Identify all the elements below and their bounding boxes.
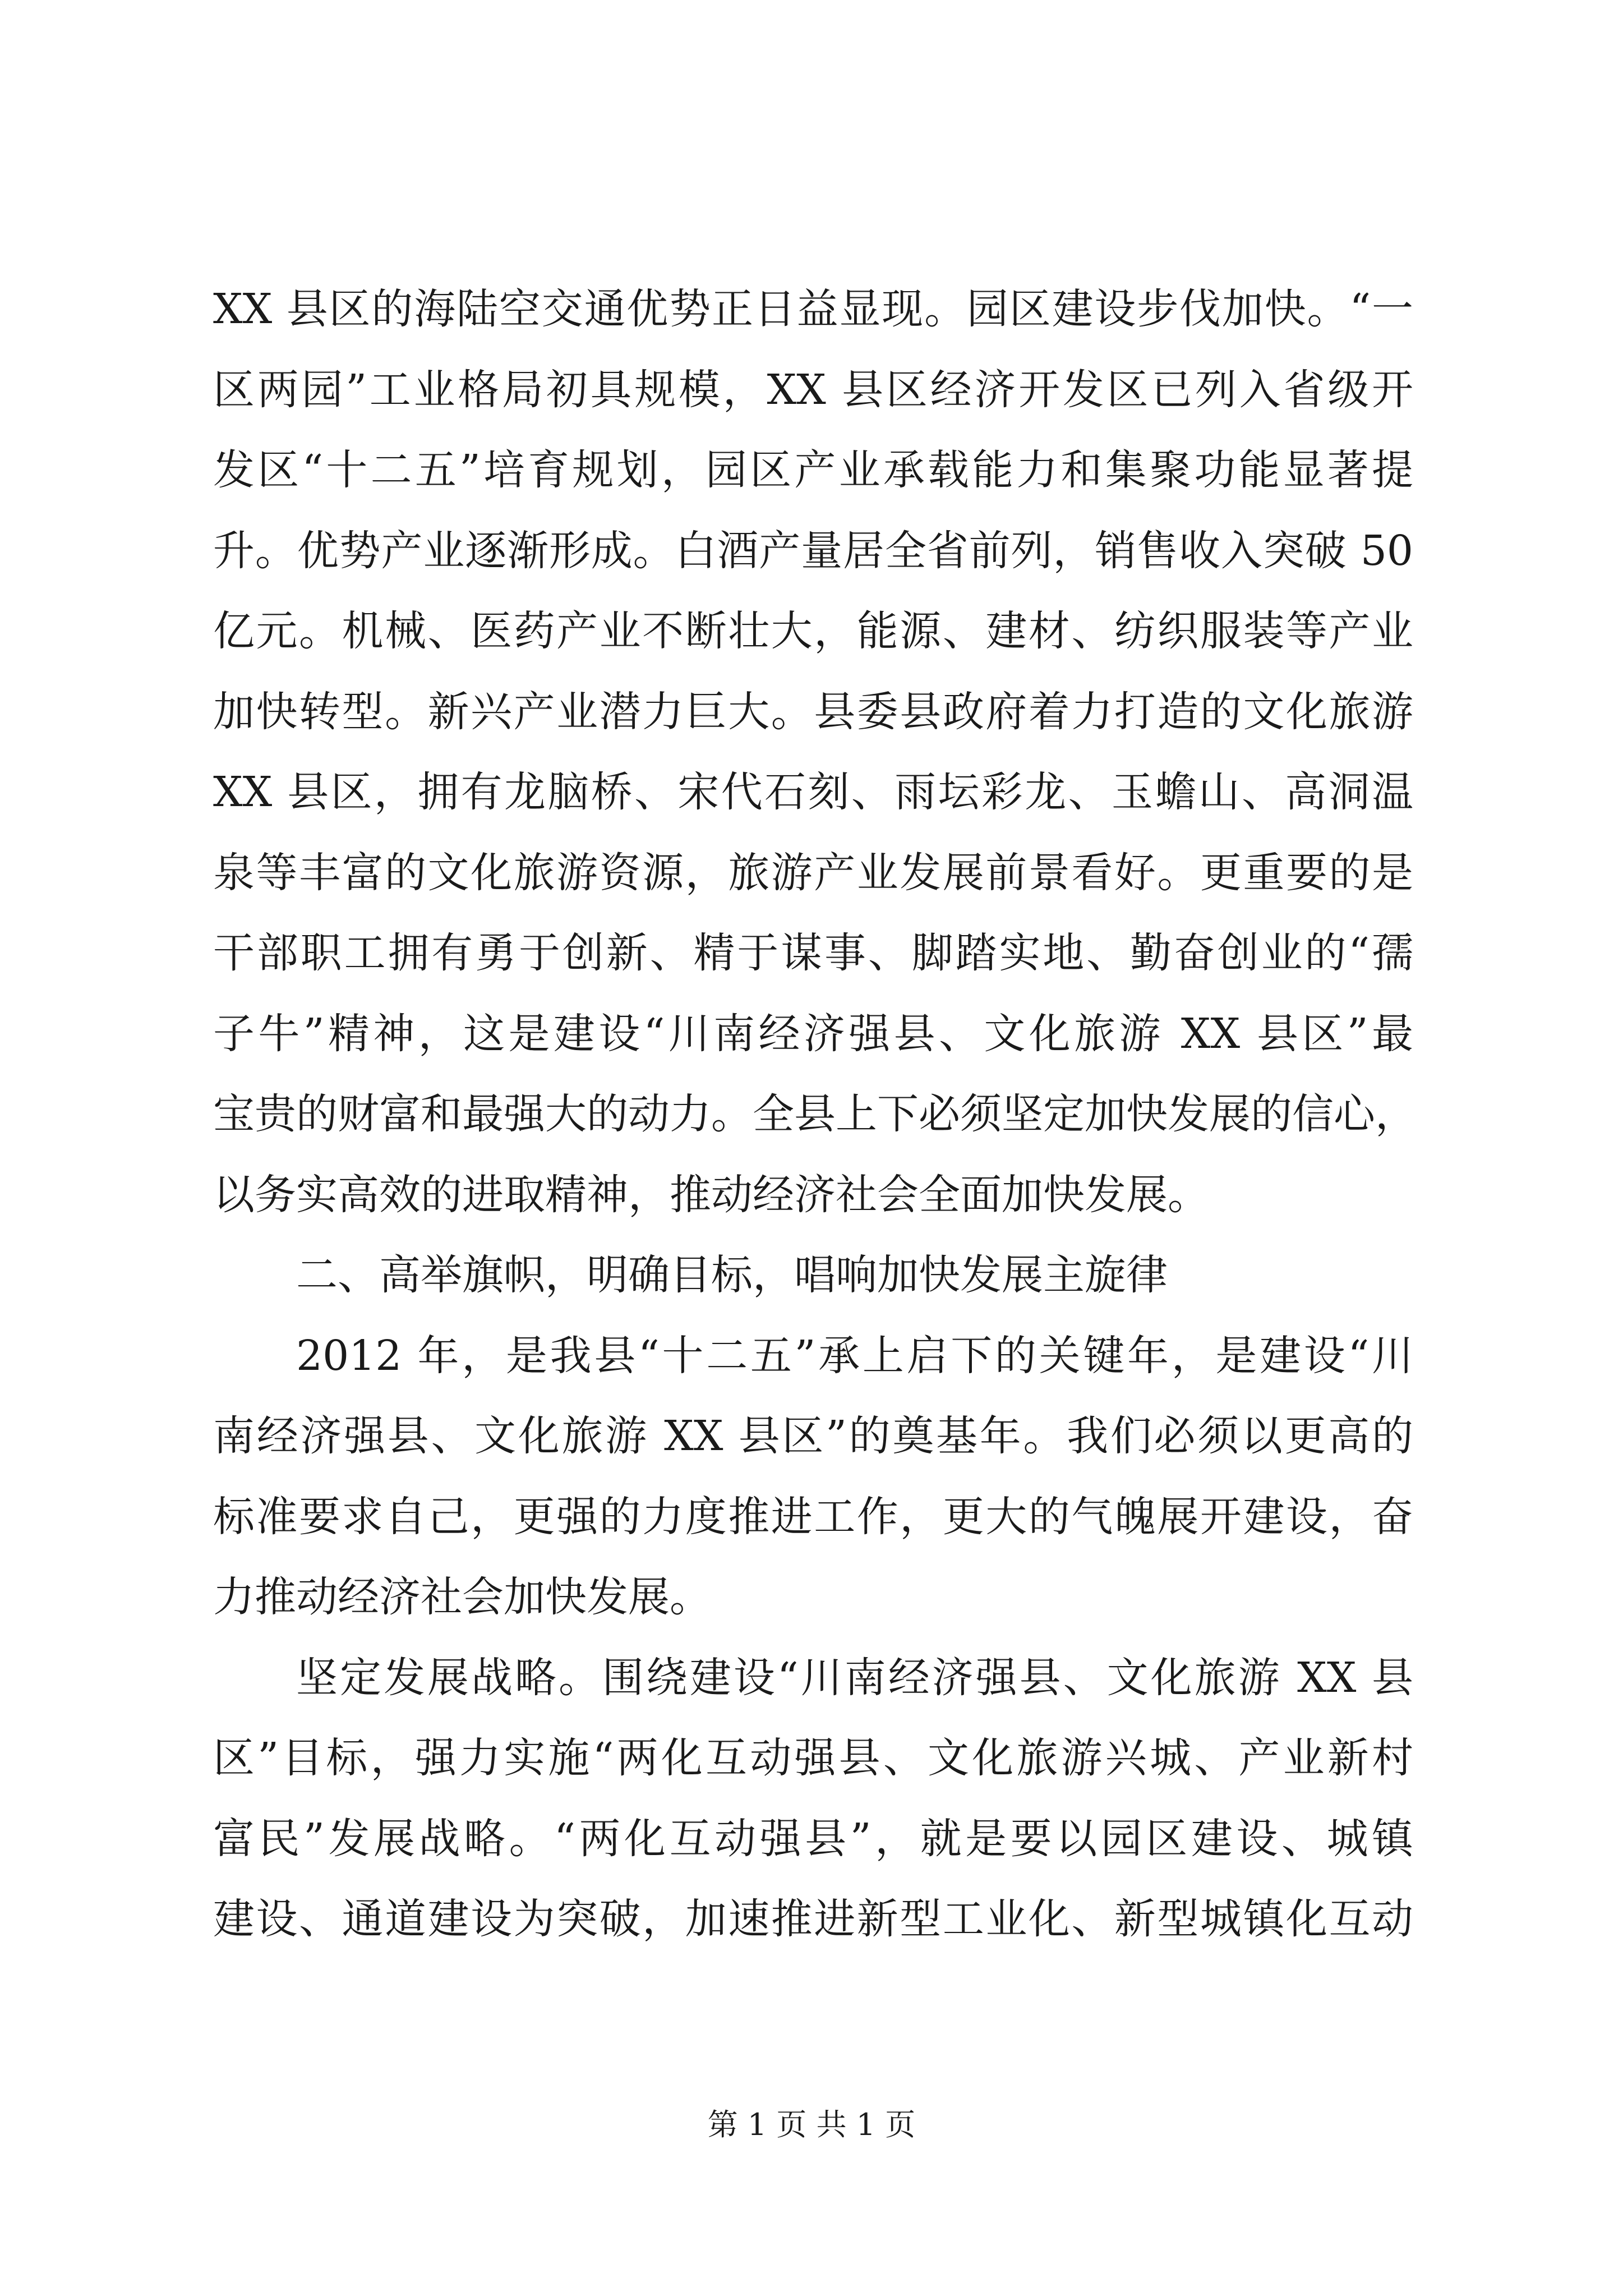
text-line: 子牛”精神，这是建设“川南经济强县、文化旅游 XX 县区”最 (213, 1009, 1413, 1058)
document-body (213, 269, 1417, 1960)
text-line: XX 县区，拥有龙脑桥、宋代石刻、雨坛彩龙、玉蟾山、高洞温 (213, 768, 1413, 816)
text-line: 发区“十二五”培育规划，园区产业承载能力和集聚功能显著提 (213, 446, 1413, 494)
text-line: 亿元。机械、医药产业不断壮大，能源、建材、纺织服装等产业 (213, 607, 1413, 655)
text-line: 标准要求自己，更强的力度推进工作，更大的气魄展开建设，奋 (213, 1492, 1413, 1541)
text-line: 区两园”工业格局初具规模，XX 县区经济开发区已列入省级开 (213, 365, 1413, 414)
text-line: 南经济强县、文化旅游 XX 县区”的奠基年。我们必须以更高的 (213, 1412, 1413, 1460)
text-line: 区”目标，强力实施“两化互动强县、文化旅游兴城、产业新村 (213, 1734, 1413, 1782)
text-line: 升。优势产业逐渐形成。白酒产量居全省前列，销售收入突破 50 (213, 526, 1413, 575)
text-line: 加快转型。新兴产业潜力巨大。县委县政府着力打造的文化旅游 (213, 687, 1413, 736)
text-line: 2012 年，是我县“十二五”承上启下的关键年，是建设“川 (296, 1331, 1413, 1380)
text-line: 泉等丰富的文化旅游资源，旅游产业发展前景看好。更重要的是 (213, 848, 1413, 897)
text-line: 力推动经济社会加快发展。 (213, 1573, 711, 1621)
text-line: 二、高举旗帜，明确目标，唱响加快发展主旋律 (296, 1251, 1168, 1299)
text-line: XX 县区的海陆空交通优势正日益显现。园区建设步伐加快。“一 (213, 285, 1413, 333)
text-line: 宝贵的财富和最强大的动力。全县上下必须坚定加快发展的信心， (213, 1090, 1417, 1138)
text-line: 以务实高效的进取精神，推动经济社会全面加快发展。 (213, 1170, 1209, 1219)
text-line: 坚定发展战略。围绕建设“川南经济强县、文化旅游 XX 县 (296, 1653, 1413, 1702)
text-line: 建设、通道建设为突破，加速推进新型工业化、新型城镇化互动 (213, 1895, 1413, 1943)
text-line: 富民”发展战略。“两化互动强县”，就是要以园区建设、城镇 (213, 1814, 1413, 1863)
page-footer: 第 1 页 共 1 页 (707, 2107, 916, 2142)
text-line: 干部职工拥有勇于创新、精于谋事、脚踏实地、勤奋创业的“孺 (213, 929, 1413, 977)
